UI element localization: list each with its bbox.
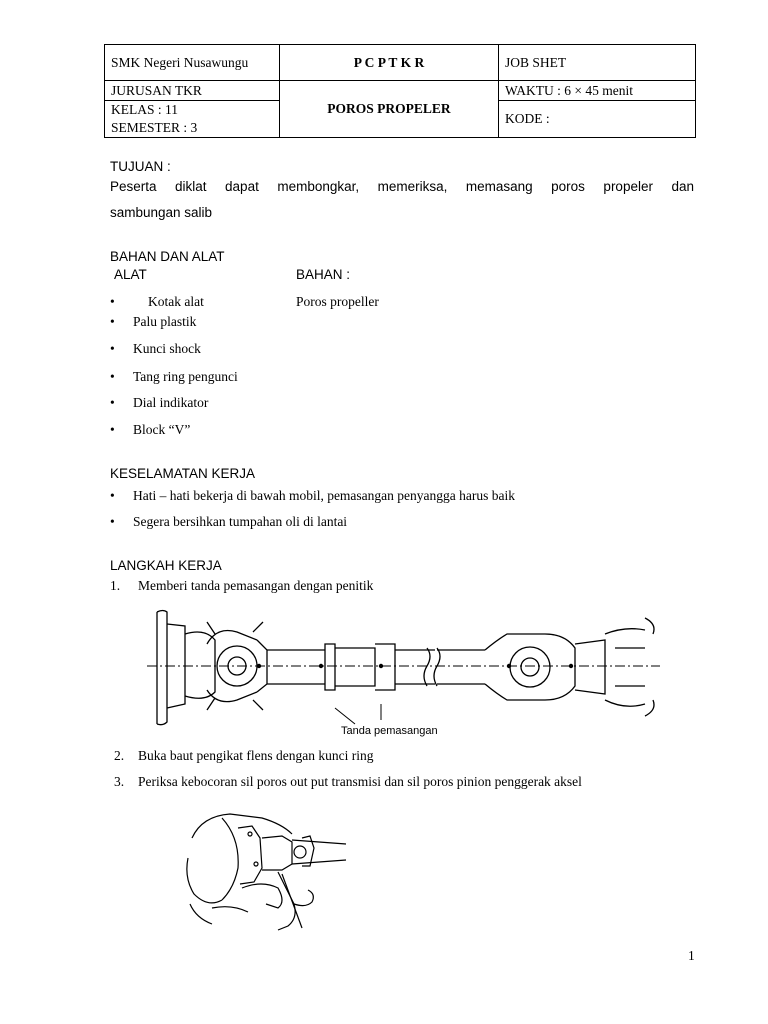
bullet-icon: • xyxy=(110,395,115,410)
class-label: KELAS : 11 xyxy=(111,102,178,117)
langkah-heading: LANGKAH KERJA xyxy=(110,558,222,573)
program-name: P C P T K R xyxy=(280,45,499,81)
bullet-icon: • xyxy=(110,314,115,329)
semester-label: SEMESTER : 3 xyxy=(111,120,198,135)
department: JURUSAN TKR xyxy=(105,81,280,101)
bahan-label: BAHAN : xyxy=(296,267,351,282)
keselamatan-heading: KESELAMATAN KERJA xyxy=(110,466,256,481)
header-table xyxy=(104,44,696,138)
doc-title: POROS PROPELER xyxy=(280,81,499,138)
bullet-icon: • xyxy=(110,341,115,356)
bullet-icon: • xyxy=(110,514,115,529)
bullet-icon: • xyxy=(110,422,115,437)
school-name: SMK Negeri Nusawungu xyxy=(105,45,280,81)
tujuan-line-2: sambungan salib xyxy=(110,205,213,220)
propeller-shaft-figure xyxy=(145,604,665,740)
tujuan-line-1: Peserta diklat dapat membongkar, memeriksa, memasang poros propeler dan xyxy=(110,179,694,194)
bullet-icon: • xyxy=(110,369,115,384)
doc-type: JOB SHET xyxy=(499,45,696,81)
figure-caption: Tanda pemasangan xyxy=(341,725,438,737)
time-allotment: WAKTU : 6 × 45 menit xyxy=(499,81,696,101)
bullet-icon: • xyxy=(110,488,115,503)
bahan-alat-heading: BAHAN DAN ALAT xyxy=(110,249,225,264)
class-semester xyxy=(105,101,280,138)
code-label: KODE : xyxy=(499,101,696,138)
tujuan-heading: TUJUAN : xyxy=(110,159,171,174)
page-number: 1 xyxy=(688,948,695,963)
bahan-item: Poros propeller xyxy=(296,294,379,309)
alat-label: ALAT xyxy=(114,267,147,282)
seal-inspection-figure xyxy=(182,808,352,932)
bullet-icon: • xyxy=(110,294,115,309)
